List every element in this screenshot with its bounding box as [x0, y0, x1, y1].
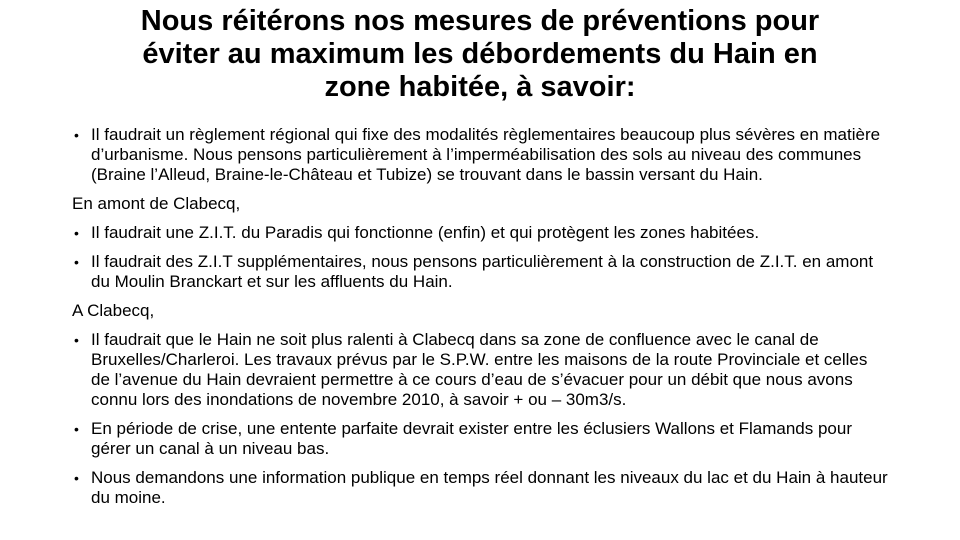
- bullet-marker: •: [74, 127, 79, 143]
- bullet-marker: •: [74, 254, 79, 270]
- slide-title-line-3: zone habitée, à savoir:: [324, 71, 636, 103]
- slide-title-line-2: éviter au maximum les débordements du Hain en: [142, 38, 818, 70]
- bullet-item: [72, 125, 890, 185]
- bullet-marker: •: [74, 332, 79, 348]
- bullet-item: [72, 223, 890, 243]
- bullet-text: Il faudrait que le Hain ne soit plus ralenti à Clabecq dans sa zone de confluence avec le canal de Bruxelles/Charleroi. Les travaux prévus par le S.P.W. entre les maisons de la route Provinciale et celles de l’avenue du Hain devraient permettre à ce cours d’eau de s’évacuer pour un débit que nous avons connu lors des inondations de novembre 2010, à savoir + ou – 30m3/s.: [91, 330, 868, 409]
- bullet-item: [72, 468, 890, 508]
- bullet-marker: •: [74, 225, 79, 241]
- bullet-text: Il faudrait des Z.I.T supplémentaires, nous pensons particulièrement à la construction de Z.I.T. en amont du Moulin Branckart et sur les affluents du Hain.: [91, 252, 874, 291]
- slide-body: [72, 125, 890, 508]
- bullet-text: Nous demandons une information publique en temps réel donnant les niveaux du lac et du Hain à hauteur du moine.: [91, 468, 888, 507]
- bullet-marker: •: [74, 421, 79, 437]
- section-label: [72, 194, 890, 214]
- bullet-text: Il faudrait un règlement régional qui fixe des modalités règlementaires beaucoup plus sévères en matière d’urbanisme. Nous pensons particulièrement à l’imperméabilisation des sols au niveau des communes (Braine l’Alleud, Braine-le-Château et Tubize) se trouvant dans le bassin versant du Hain.: [91, 125, 881, 184]
- bullet-text: Il faudrait une Z.I.T. du Paradis qui fonctionne (enfin) et qui protègent les zones habitées.: [91, 223, 760, 242]
- section-label: [72, 301, 890, 321]
- section-label-text: A Clabecq,: [72, 301, 155, 320]
- bullet-item: [72, 252, 890, 292]
- section-label-text: En amont de Clabecq,: [72, 194, 241, 213]
- bullet-text: En période de crise, une entente parfaite devrait exister entre les éclusiers Wallons et Flamands pour gérer un canal à un niveau bas.: [91, 419, 852, 458]
- slide-title-line-1: Nous réitérons nos mesures de préventions pour: [140, 5, 820, 37]
- bullet-item: [72, 419, 890, 459]
- slide-title: [0, 0, 960, 104]
- bullet-item: [72, 330, 890, 410]
- bullet-marker: •: [74, 470, 79, 486]
